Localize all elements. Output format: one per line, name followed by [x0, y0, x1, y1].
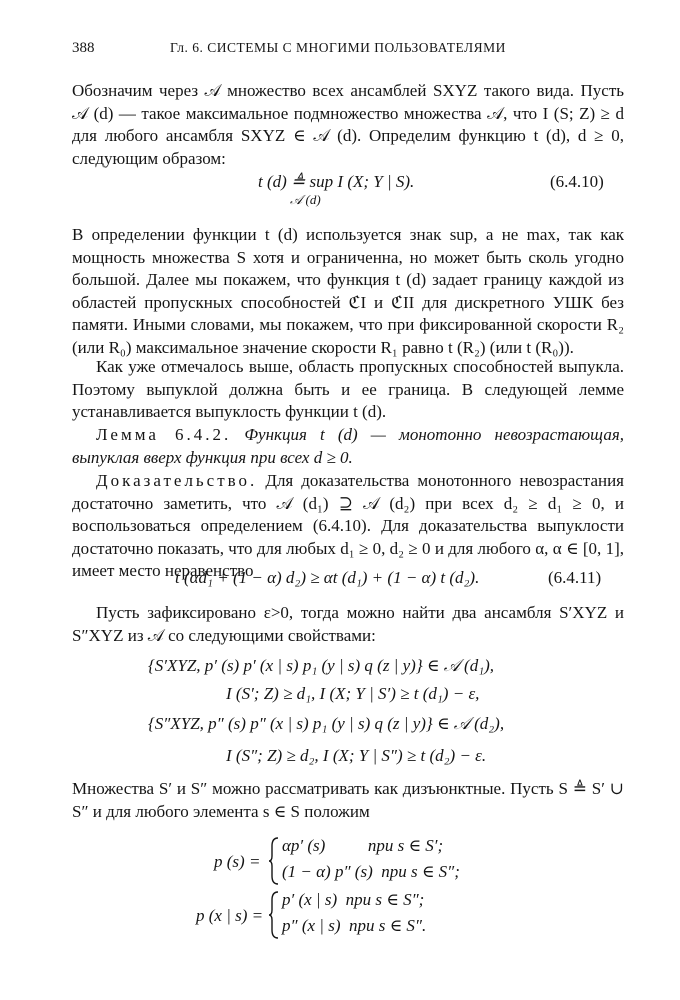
ps-case-2: (1 − α) p″ (s) при s ∈ S″;	[282, 862, 460, 881]
lemma-6-4-2	[72, 424, 624, 469]
page-number: 388	[72, 40, 95, 56]
ps-case-1: αp′ (s) при s ∈ S′;	[282, 836, 444, 855]
equation-number-6-4-10: (6.4.10)	[550, 172, 604, 191]
proof-text: Для доказательства монотонного невозрастания достаточно заметить, что 𝒜 (d₁) ⊇ 𝒜 (d₂) при всех d₂ ≥ d₁ ≥ 0, и воспользоваться определением (6.4.10). Для доказательства выпуклости достаточно показать, что для любых d₁ ≥ 0, d₂ ≥ 0 и для любого α, α ∈ [0, 1], имеет место неравенство	[72, 471, 625, 581]
left-brace-icon	[268, 836, 280, 886]
lemma-statement: Функция t (d) — монотонно невозрастающая, выпуклая вверх функция при всех d ≥ 0.	[72, 425, 625, 467]
paragraph-disjoint: Множества S′ и S″ можно рассматривать как дизъюнктные. Пусть S ≜ S′ ∪ S″ и для любого элемента s ∈ S положим	[72, 779, 624, 821]
paragraph-definition: Обозначим через 𝒜 множество всех ансамблей SXYZ такого вида. Пусть 𝒜 (d) — такое максимальное подмножество множества 𝒜, что I (S; Z) ≥ d для любого ансамбля SXYZ ∈ 𝒜 (d). Определим функцию t (d), d ≥ 0, следующим образом:	[72, 81, 624, 168]
ps-definition-lhs: p (s) =	[214, 852, 261, 871]
equation-number-6-4-11: (6.4.11)	[548, 568, 602, 587]
paragraph-ensembles: Пусть зафиксировано ε>0, тогда можно найти два ансамбля S′XYZ и S″XYZ из 𝒜 со следующими свойствами:	[72, 603, 624, 645]
set2-condition-line2: I (S″; Z) ≥ d₂, I (X; Y | S″) ≥ t (d₂) − ε.	[226, 746, 487, 765]
set1-condition-line2: I (S′; Z) ≥ d₁, I (X; Y | S′) ≥ t (d₁) − ε,	[226, 684, 480, 703]
paragraph-sup-explanation: В определении функции t (d) используется знак sup, а не max, так как мощность множества S хотя и ограниченна, но может быть сколь угодно большой. Далее мы покажем, что функция t (d) задает границу каждой из областей пропускных способностей ℭI и ℭII для дискретного УШК без памяти. Иными словами, мы покажем, что при фиксированной скорости R₂ (или R₀) максимальное значение скорости R₁ равно t (R₂) (или t (R₀)).	[72, 225, 624, 357]
pxs-case-1: p′ (x | s) при s ∈ S″;	[282, 890, 425, 909]
set1-condition-line1: {S′XYZ, p′ (s) p′ (x | s) p₁ (y | s) q (z | y)} ∈ 𝒜 (d₁),	[148, 656, 495, 675]
lemma-label: Лемма 6.4.2.	[96, 425, 232, 444]
pxs-case-2: p″ (x | s) при s ∈ S″.	[282, 916, 427, 935]
proof-label: Доказательство.	[96, 471, 258, 490]
pxs-definition-lhs: p (x | s) =	[196, 906, 264, 925]
equation-6-4-10-subscript: 𝒜 (d)	[290, 192, 321, 207]
equation-6-4-10: t (d) ≜ sup I (X; Y | S).	[258, 172, 415, 191]
proof-paragraph	[72, 470, 624, 583]
paragraph-convexity: Как уже отмечалось выше, область пропускных способностей выпукла. Поэтому выпуклой должна быть и ее граница. В следующей лемме устанавливается выпуклость функции t (d).	[72, 357, 624, 422]
left-brace-icon-2	[268, 890, 280, 940]
running-header: Гл. 6. СИСТЕМЫ С МНОГИМИ ПОЛЬЗОВАТЕЛЯМИ	[170, 40, 506, 55]
set2-condition-line1: {S″XYZ, p″ (s) p″ (x | s) p₁ (y | s) q (z | y)} ∈ 𝒜 (d₂),	[148, 714, 505, 733]
equation-6-4-11: t (αd₁ + (1 − α) d₂) ≥ αt (d₁) + (1 − α) t (d₂).	[175, 568, 480, 587]
